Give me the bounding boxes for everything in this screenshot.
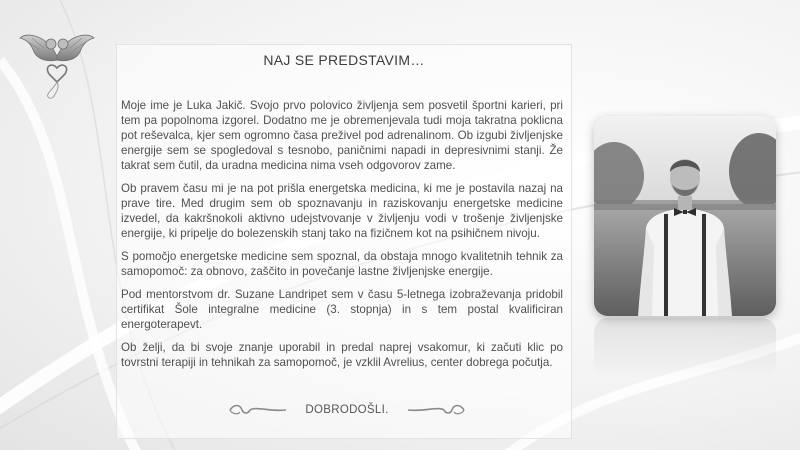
- welcome-footer: [226, 398, 468, 422]
- intro-paragraph: Ob pravem času mi je na pot prišla energetska medicina, ki me je postavila nazaj na prave tire. Med drugim sem ob spoznavanju in raziskovanju energetske medicine izvedel, da kakršnokoli aktivno udejstvovanje v življenju vodi v trošenje življenjske energije, ki pripelje do bolezenskih stanj tako na fizičnem kot na psihičnem nivoju.: [121, 182, 563, 240]
- angel-heart-logo-icon: [16, 24, 98, 102]
- intro-text: [121, 98, 563, 378]
- portrait-image: [594, 116, 776, 316]
- intro-paragraph: Ob želji, da bi svoje znanje uporabil in predal naprej vsakomur, ki začuti klic po tovrstni terapiji in tehnikah za samopomoč, je vzklil Avrelius, center dobrega počutja.: [121, 341, 563, 369]
- welcome-text: DOBRODOŠLI.: [305, 404, 389, 416]
- page-title: NAJ SE PREDSTAVIM…: [263, 52, 425, 68]
- intro-paragraph: Pod mentorstvom dr. Suzane Landripet sem v času 5-letnega izobraževanja pridobil certifikat Šole integralne medicine (3. stopnja) in s tem postal kvalificiran energoterapevt.: [121, 288, 563, 331]
- ornament-flourish-icon: [226, 402, 288, 418]
- portrait-photo: [594, 116, 776, 316]
- intro-paragraph: Moje ime je Luka Jakič. Svojo prvo polovico življenja sem posvetil športni karieri, pri tem pa popolnoma izgorel. Dodatno me je obremenjevala tudi moja takratna poklicna pot reševalca, kjer sem ogromno časa preživel pod adrenalinom. Ob izgubi življenjske energije sem se spogledoval s tesnobo, paničnimi napadi in depresivnimi stanji. Že takrat sem čutil, da uradna medicina nima vseh odgovorov zame.: [121, 99, 563, 172]
- portrait-reflection: [594, 318, 776, 378]
- intro-paragraph: S pomočjo energetske medicine sem spoznal, da obstaja mnogo kvalitetnih tehnik za samopomoč: za obnovo, zaščito in povečanje lastne življenjske energije.: [121, 250, 563, 278]
- ornament-flourish-icon: [406, 402, 468, 418]
